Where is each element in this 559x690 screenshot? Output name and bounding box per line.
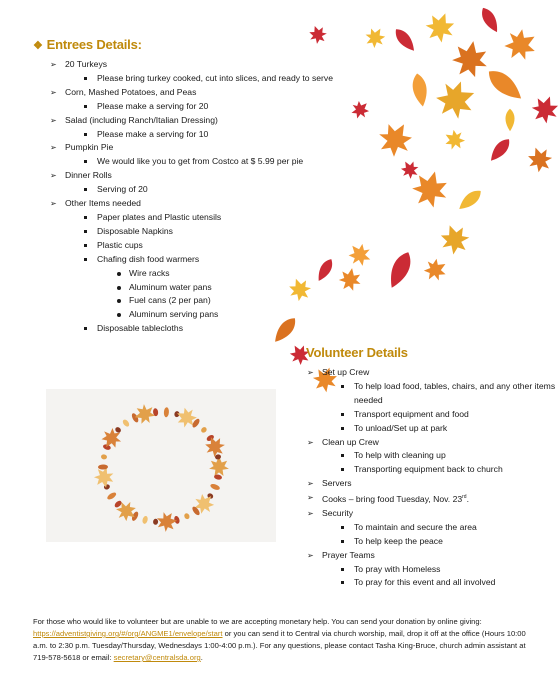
- entrees-list: [50, 58, 340, 336]
- list-item: Please bring turkey cooked, cut into slices, and ready to serve: [81, 72, 340, 86]
- list-item: Plastic cups: [81, 239, 340, 253]
- list-item: Wire racks: [113, 267, 340, 281]
- leaf-icon: [422, 8, 459, 45]
- leaf-icon: [528, 92, 559, 126]
- list-item: We would like you to get from Costco at $ 5.99 per pie: [81, 155, 340, 169]
- leaf-icon: [450, 38, 491, 79]
- leaf-icon: [392, 26, 419, 55]
- leaf-icon: [398, 157, 422, 181]
- leaf-icon: [344, 239, 375, 270]
- donation-link[interactable]: https://adventistgiving.org/#/org/ANGME1/envelope/start: [33, 629, 223, 638]
- list-item: Transporting equipment back to church: [338, 463, 557, 477]
- leaf-icon: [348, 97, 373, 122]
- leaf-icon: [456, 187, 485, 214]
- list-item: To help keep the peace: [338, 535, 557, 549]
- leaf-icon: [436, 220, 473, 257]
- list-item: Aluminum water pans: [113, 281, 340, 295]
- list-item: ➢ Security To maintain and secure the area To help keep the peace: [307, 507, 557, 549]
- list-item: ➢ Other Items needed Paper plates and Plastic utensils Disposable Napkins Plastic cups Chafing dish food warmers Wire racks Aluminum water pans Fuel cans (2 per pan) Aluminum serving pans Disposable tablecloths: [50, 197, 340, 336]
- list-item: ➢ Corn, Mashed Potatoes, and Peas Please make a serving for 20: [50, 86, 340, 114]
- list-item: To maintain and secure the area: [338, 521, 557, 535]
- leaf-icon: [524, 143, 555, 174]
- list-item: Please make a serving for 10: [81, 128, 340, 142]
- email-link[interactable]: secretary@centralsda.org: [113, 653, 201, 662]
- list-item: ➢ Servers: [307, 477, 557, 491]
- list-item: ➢ Dinner Rolls Serving of 20: [50, 169, 340, 197]
- list-item: ➢ Set up Crew To help load food, tables, chairs, and any other items needed Transport equipment and food To unload/Set up at park: [307, 366, 557, 436]
- leaf-icon: [433, 75, 481, 123]
- list-item: Please make a serving for 20: [81, 100, 340, 114]
- leaf-icon: [500, 23, 542, 65]
- list-item: Chafing dish food warmers Wire racks Aluminum water pans Fuel cans (2 per pan) Aluminum serving pans: [81, 253, 340, 323]
- list-item: To pray for this event and all involved: [338, 576, 557, 590]
- list-item: ➢ Salad (including Ranch/Italian Dressing) Please make a serving for 10: [50, 114, 340, 142]
- diamond-bullet-icon: ❖: [33, 40, 43, 52]
- leaf-icon: [337, 266, 362, 291]
- leaf-icon: [441, 126, 468, 153]
- list-item: ➢ Pumpkin Pie We would like you to get from Costco at $ 5.99 per pie: [50, 141, 340, 169]
- leaf-icon: [421, 254, 451, 284]
- list-item: ➢ Clean up Crew To help with cleaning up Transporting equipment back to church: [307, 436, 557, 478]
- leaf-icon: [410, 72, 429, 107]
- leaf-icon: [483, 65, 526, 105]
- list-item: Disposable tablecloths: [81, 322, 340, 336]
- list-item: Serving of 20: [81, 183, 340, 197]
- leaf-icon: [478, 5, 502, 35]
- list-item: To pray with Homeless: [338, 563, 557, 577]
- list-item: ➢ Prayer Teams To pray with Homeless To pray for this event and all involved: [307, 549, 557, 591]
- list-item: To help with cleaning up: [338, 449, 557, 463]
- entrees-heading: ❖ Entrees Details:: [33, 37, 142, 52]
- list-item: ➢ 20 Turkeys Please bring turkey cooked, cut into slices, and ready to serve: [50, 58, 340, 86]
- list-item: Paper plates and Plastic utensils: [81, 211, 340, 225]
- list-item: Disposable Napkins: [81, 225, 340, 239]
- footer-note: For those who would like to volunteer but are unable to we are accepting monetary help. You can send your donation by online giving: https://adventistgiving.org/#/org/ANGME1/envelope/start or you can send it to Central via church worship, mail, drop it off at the office (Hours 10:00 a.m. to 2:30 p.m. Tuesday/Thursday, Wednesdays 1:00-4:00 p.m.). For any questions, please contact Tasha King-Bruce, church admin assistant at 719-578-5618 or email: secretary@centralsda.org.: [33, 617, 526, 662]
- leaf-icon: [362, 24, 389, 51]
- list-item: Transport equipment and food: [338, 408, 557, 422]
- list-item: ➢ Cooks – bring food Tuesday, Nov. 23rd.: [307, 491, 557, 507]
- leaf-icon: [373, 116, 418, 161]
- list-item: Aluminum serving pans: [113, 308, 340, 322]
- leaf-icon: [487, 136, 514, 165]
- list-item: To help load food, tables, chairs, and any other items needed: [338, 380, 557, 408]
- volunteer-heading: Volunteer Details: [306, 345, 408, 360]
- list-item: Fuel cans (2 per pan): [113, 294, 340, 308]
- list-item: To unload/Set up at park: [338, 422, 557, 436]
- leaf-icon: [385, 249, 416, 291]
- leaf-icon: [306, 23, 329, 46]
- leaf-wreath-image: [46, 389, 276, 542]
- volunteer-list: [307, 366, 557, 590]
- leaf-icon: [505, 109, 514, 131]
